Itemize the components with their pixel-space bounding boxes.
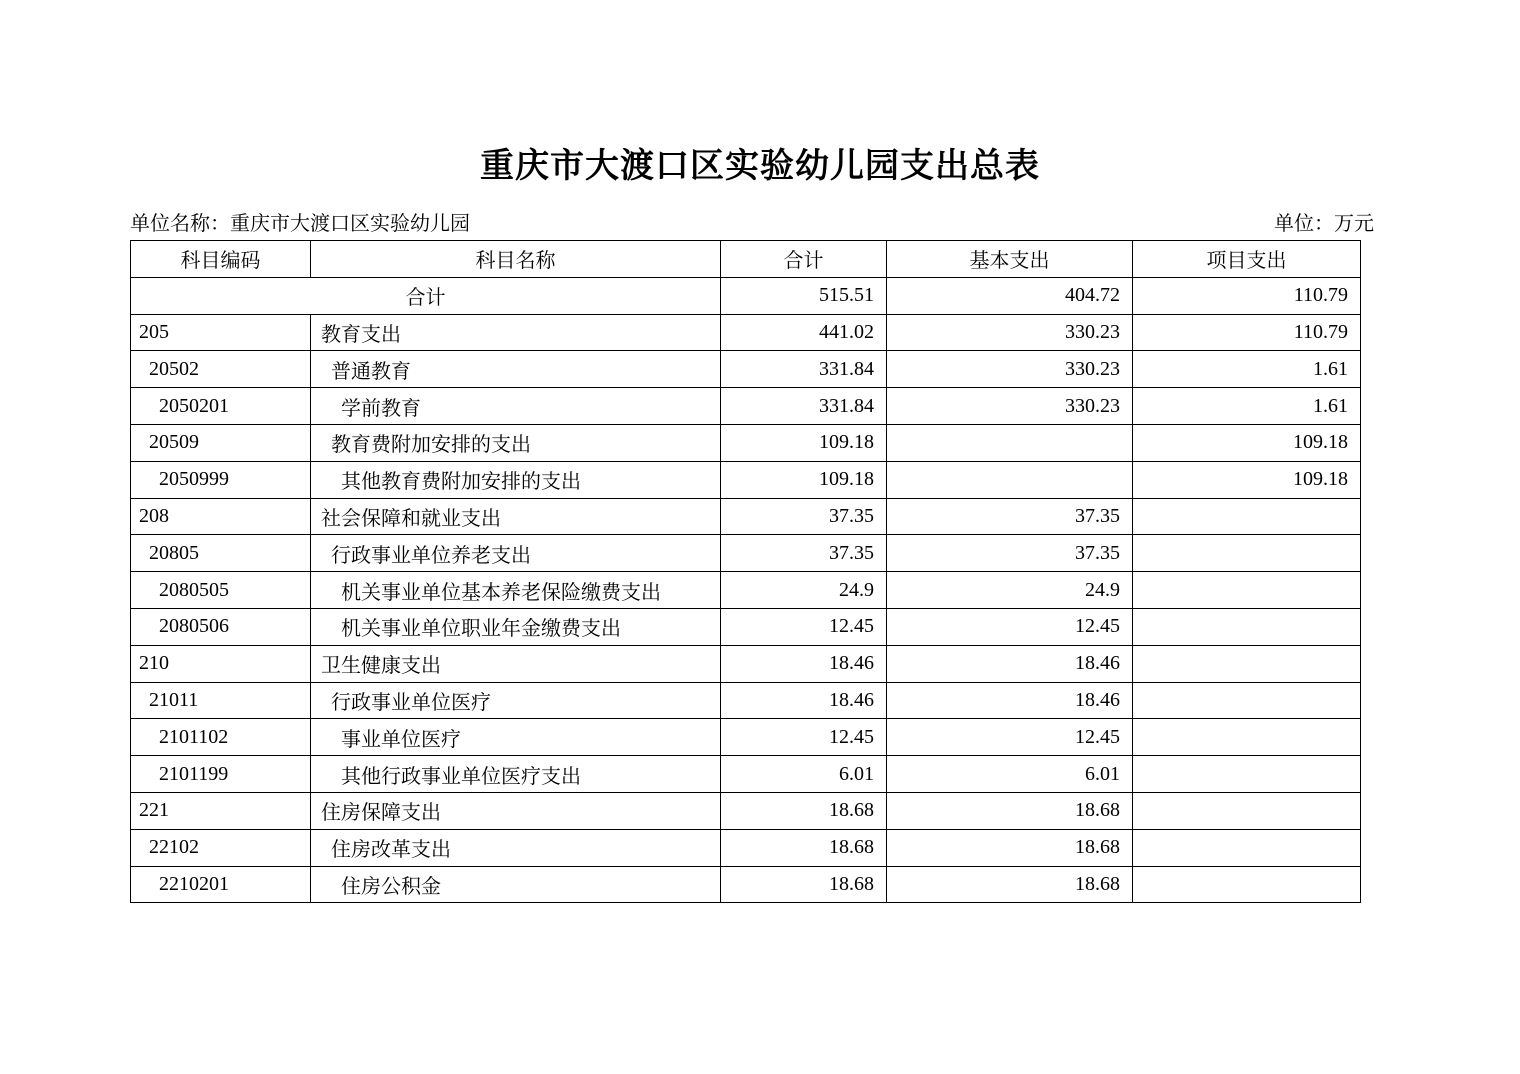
subject-code-cell: 210 bbox=[131, 645, 311, 682]
subject-name-cell: 教育支出 bbox=[311, 314, 721, 351]
basic-expenditure-cell: 330.23 bbox=[887, 351, 1133, 388]
table-row bbox=[131, 314, 1361, 351]
basic-expenditure-cell: 330.23 bbox=[887, 388, 1133, 425]
table-row bbox=[131, 792, 1361, 829]
subject-name-cell: 住房公积金 bbox=[311, 866, 721, 903]
basic-expenditure-cell: 18.46 bbox=[887, 682, 1133, 719]
basic-expenditure-cell bbox=[887, 424, 1133, 461]
table-row bbox=[131, 829, 1361, 866]
subject-name-cell: 学前教育 bbox=[311, 388, 721, 425]
grand-total-total: 515.51 bbox=[721, 277, 887, 314]
project-expenditure-cell bbox=[1133, 756, 1361, 793]
table-header-row bbox=[131, 241, 1361, 278]
subject-code-cell: 2210201 bbox=[131, 866, 311, 903]
subject-name-cell: 普通教育 bbox=[311, 351, 721, 388]
project-expenditure-cell bbox=[1133, 645, 1361, 682]
subject-name-cell: 行政事业单位养老支出 bbox=[311, 535, 721, 572]
total-cell: 331.84 bbox=[721, 351, 887, 388]
header-project-expenditure: 项目支出 bbox=[1133, 241, 1361, 278]
basic-expenditure-cell: 37.35 bbox=[887, 535, 1133, 572]
subject-code-cell: 2080506 bbox=[131, 608, 311, 645]
total-cell: 331.84 bbox=[721, 388, 887, 425]
basic-expenditure-cell bbox=[887, 461, 1133, 498]
grand-total-label: 合计 bbox=[131, 277, 721, 314]
grand-total-row bbox=[131, 277, 1361, 314]
project-expenditure-cell bbox=[1133, 866, 1361, 903]
table-row bbox=[131, 756, 1361, 793]
header-basic-expenditure: 基本支出 bbox=[887, 241, 1133, 278]
table-row bbox=[131, 719, 1361, 756]
basic-expenditure-cell: 18.68 bbox=[887, 866, 1133, 903]
subject-code-cell: 20805 bbox=[131, 535, 311, 572]
header-subject-code: 科目编码 bbox=[131, 241, 311, 278]
subject-code-cell: 205 bbox=[131, 314, 311, 351]
unit-name-label: 单位名称：重庆市大渡口区实验幼儿园 bbox=[130, 213, 470, 235]
subject-code-cell: 20502 bbox=[131, 351, 311, 388]
basic-expenditure-cell: 12.45 bbox=[887, 608, 1133, 645]
basic-expenditure-cell: 18.68 bbox=[887, 792, 1133, 829]
project-expenditure-cell bbox=[1133, 792, 1361, 829]
project-expenditure-cell bbox=[1133, 682, 1361, 719]
table-row bbox=[131, 461, 1361, 498]
table-row bbox=[131, 645, 1361, 682]
project-expenditure-cell bbox=[1133, 608, 1361, 645]
subject-name-cell: 卫生健康支出 bbox=[311, 645, 721, 682]
header-total: 合计 bbox=[721, 241, 887, 278]
basic-expenditure-cell: 12.45 bbox=[887, 719, 1133, 756]
table-row bbox=[131, 608, 1361, 645]
project-expenditure-cell bbox=[1133, 535, 1361, 572]
subject-name-cell: 住房保障支出 bbox=[311, 792, 721, 829]
total-cell: 109.18 bbox=[721, 424, 887, 461]
project-expenditure-cell: 109.18 bbox=[1133, 461, 1361, 498]
page-title: 重庆市大渡口区实验幼儿园支出总表 bbox=[480, 148, 1040, 185]
table-row bbox=[131, 424, 1361, 461]
project-expenditure-cell: 1.61 bbox=[1133, 388, 1361, 425]
total-cell: 12.45 bbox=[721, 608, 887, 645]
table-row bbox=[131, 682, 1361, 719]
subject-code-cell: 208 bbox=[131, 498, 311, 535]
total-cell: 18.46 bbox=[721, 645, 887, 682]
project-expenditure-cell bbox=[1133, 498, 1361, 535]
subject-code-cell: 2080505 bbox=[131, 572, 311, 609]
subject-code-cell: 2050201 bbox=[131, 388, 311, 425]
expenditure-summary-table bbox=[130, 240, 1361, 903]
project-expenditure-cell: 109.18 bbox=[1133, 424, 1361, 461]
total-cell: 18.68 bbox=[721, 829, 887, 866]
project-expenditure-cell bbox=[1133, 572, 1361, 609]
subject-code-cell: 21011 bbox=[131, 682, 311, 719]
table-row bbox=[131, 535, 1361, 572]
grand-total-basic: 404.72 bbox=[887, 277, 1133, 314]
subject-code-cell: 2101199 bbox=[131, 756, 311, 793]
meta-row bbox=[130, 212, 1374, 236]
subject-code-cell: 221 bbox=[131, 792, 311, 829]
project-expenditure-cell: 110.79 bbox=[1133, 314, 1361, 351]
total-cell: 24.9 bbox=[721, 572, 887, 609]
basic-expenditure-cell: 330.23 bbox=[887, 314, 1133, 351]
unit-of-measure-label: 单位：万元 bbox=[1274, 213, 1374, 235]
grand-total-project: 110.79 bbox=[1133, 277, 1361, 314]
subject-name-cell: 社会保障和就业支出 bbox=[311, 498, 721, 535]
table-row bbox=[131, 388, 1361, 425]
total-cell: 441.02 bbox=[721, 314, 887, 351]
subject-name-cell: 机关事业单位基本养老保险缴费支出 bbox=[311, 572, 721, 609]
subject-name-cell: 行政事业单位医疗 bbox=[311, 682, 721, 719]
total-cell: 18.68 bbox=[721, 866, 887, 903]
project-expenditure-cell bbox=[1133, 719, 1361, 756]
total-cell: 37.35 bbox=[721, 498, 887, 535]
header-subject-name: 科目名称 bbox=[311, 241, 721, 278]
subject-name-cell: 机关事业单位职业年金缴费支出 bbox=[311, 608, 721, 645]
table-row bbox=[131, 351, 1361, 388]
total-cell: 6.01 bbox=[721, 756, 887, 793]
project-expenditure-cell bbox=[1133, 829, 1361, 866]
subject-name-cell: 住房改革支出 bbox=[311, 829, 721, 866]
subject-code-cell: 22102 bbox=[131, 829, 311, 866]
subject-name-cell: 其他行政事业单位医疗支出 bbox=[311, 756, 721, 793]
table-row bbox=[131, 498, 1361, 535]
total-cell: 12.45 bbox=[721, 719, 887, 756]
project-expenditure-cell: 1.61 bbox=[1133, 351, 1361, 388]
subject-code-cell: 20509 bbox=[131, 424, 311, 461]
basic-expenditure-cell: 18.46 bbox=[887, 645, 1133, 682]
basic-expenditure-cell: 24.9 bbox=[887, 572, 1133, 609]
total-cell: 37.35 bbox=[721, 535, 887, 572]
subject-code-cell: 2101102 bbox=[131, 719, 311, 756]
subject-name-cell: 教育费附加安排的支出 bbox=[311, 424, 721, 461]
subject-code-cell: 2050999 bbox=[131, 461, 311, 498]
table-row bbox=[131, 572, 1361, 609]
total-cell: 18.68 bbox=[721, 792, 887, 829]
total-cell: 109.18 bbox=[721, 461, 887, 498]
table-row bbox=[131, 866, 1361, 903]
basic-expenditure-cell: 6.01 bbox=[887, 756, 1133, 793]
basic-expenditure-cell: 37.35 bbox=[887, 498, 1133, 535]
subject-name-cell: 事业单位医疗 bbox=[311, 719, 721, 756]
subject-name-cell: 其他教育费附加安排的支出 bbox=[311, 461, 721, 498]
total-cell: 18.46 bbox=[721, 682, 887, 719]
basic-expenditure-cell: 18.68 bbox=[887, 829, 1133, 866]
